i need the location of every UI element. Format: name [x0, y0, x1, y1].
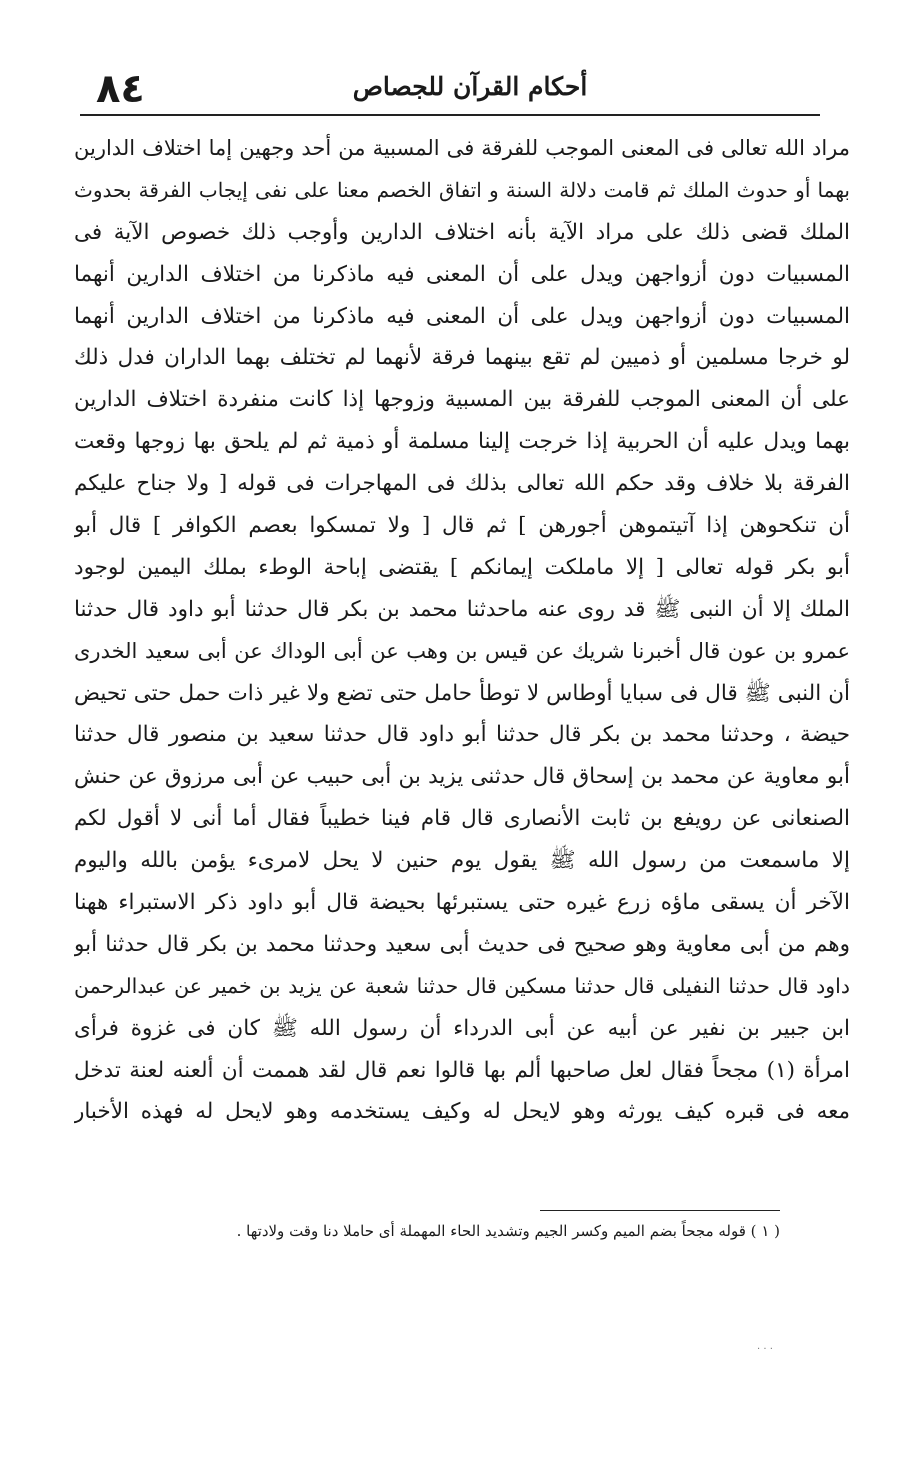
body-line: المسبيات دون أزواجهن ويدل على أن المعنى فيه ماذكرنا من اختلاف الدارين أنهما — [74, 261, 850, 287]
body-line: حيضة ، وحدثنا محمد بن بكر قال حدثنا أبو داود قال حدثنا سعيد بن منصور قال حدثنا — [74, 722, 850, 748]
body-line: المسبيات دون أزواجهن ويدل على أن المعنى فيه ماذكرنا من اختلاف الدارين أنهما — [74, 303, 850, 329]
corner-mark: · · · — [757, 1344, 773, 1355]
body-line: مراد الله تعالى فى المعنى الموجب للفرقة فى المسبية من أحد وجهين إما اختلاف الدارين — [74, 136, 850, 160]
body-line: معه فى قبره كيف يورثه وهو لايحل له وكيف يستخدمه وهو لايحل له فهذه الأخبار — [74, 1099, 850, 1125]
body-line: الصنعانى عن رويفع بن ثابت الأنصارى قال قام فينا خطيباً فقال أما أنى لا أقول لكم — [74, 806, 850, 832]
body-line: امرأة (١) مجحاً فقال لعل صاحبها ألم بها قالوا نعم قال لقد هممت أن ألعنه لعنة تدخل — [74, 1057, 850, 1083]
body-line: بهما أو حدوث الملك ثم قامت دلالة السنة و اتفاق الخصم معنا على نفى إيجاب الفرقة بحدوث — [74, 177, 850, 202]
page-number: ٨٤ — [96, 66, 145, 112]
page-header — [60, 62, 880, 118]
body-line: أبو معاوية عن محمد بن إسحاق قال حدثنى يزيد بن أبى حبيب عن أبى مرزوق عن حنش — [74, 764, 850, 790]
body-line: الآخر أن يسقى ماؤه زرع غيره حتى يستبرئها بحيضة قال أبو داود ذكر الاستبراء ههنا — [74, 890, 850, 916]
footnote-rule — [540, 1210, 780, 1211]
body-line: عمرو بن عون قال أخبرنا شريك عن قيس بن وهب عن أبى الوداك عن أبى سعيد الخدرى — [74, 638, 850, 663]
body-line: ابن جبير بن نفير عن أبيه عن أبى الدرداء أن رسول الله ﷺ كان فى غزوة فرأى — [74, 1015, 850, 1041]
body-line: أن تنكحوهن إذا آتيتموهن أجورهن ] ثم قال [ ولا تمسكوا بعصم الكوافر ] قال أبو — [74, 513, 850, 539]
body-line: بهما ويدل عليه أن الحربية إذا خرجت إلينا مسلمة أو ذمية ثم لم يلحق بها زوجها وقعت — [74, 429, 850, 455]
running-title: أحكام القرآن للجصاص — [352, 72, 588, 101]
body-line: إلا ماسمعت من رسول الله ﷺ يقول يوم حنين لا يحل لامرىء يؤمن بالله واليوم — [74, 848, 850, 874]
header-rule — [80, 114, 820, 116]
body-line: الملك إلا أن النبى ﷺ قد روى عنه ماحدثنا محمد بن بكر قال حدثنا أبو داود قال حدثنا — [74, 596, 850, 622]
body-line: أن النبى ﷺ قال فى سبايا أوطاس لا توطأ حامل حتى تضع ولا غير ذات حمل حتى تحيض — [74, 680, 850, 706]
body-line: الملك قضى ذلك على مراد الآية بأنه اختلاف الدارين وأوجب ذلك خصوص الآية فى — [74, 219, 850, 245]
body-line: لو خرجا مسلمين أو ذميين لم تقع بينهما فرقة لأنهما لم تختلف بهما الداران فدل ذلك — [74, 345, 850, 371]
footnote: ( ١ ) قوله مجحاً بضم الميم وكسر الجيم وتشديد الحاء المهملة أى حاملا دنا وقت ولادتها . — [236, 1222, 780, 1240]
body-line: أبو بكر قوله تعالى [ إلا ماملكت إيمانكم ] يقتضى إباحة الوطء بملك اليمين لوجود — [74, 554, 850, 580]
body-line: وهم من أبى معاوية وهو صحيح فى حديث أبى سعيد وحدثنا محمد بن بكر قال حدثنا أبو — [74, 931, 850, 957]
body-line: داود قال حدثنا النفيلى قال حدثنا مسكين قال حدثنا شعبة عن يزيد بن خمير عن عبدالرحمن — [74, 973, 850, 998]
body-line: على أن المعنى الموجب للفرقة بين المسبية وزوجها إذا كانت منفردة اختلاف الدارين — [74, 387, 850, 413]
body-line: الفرقة بلا خلاف وقد حكم الله تعالى بذلك فى المهاجرات فى قوله [ ولا جناح عليكم — [74, 471, 850, 497]
body-text — [74, 128, 850, 1133]
